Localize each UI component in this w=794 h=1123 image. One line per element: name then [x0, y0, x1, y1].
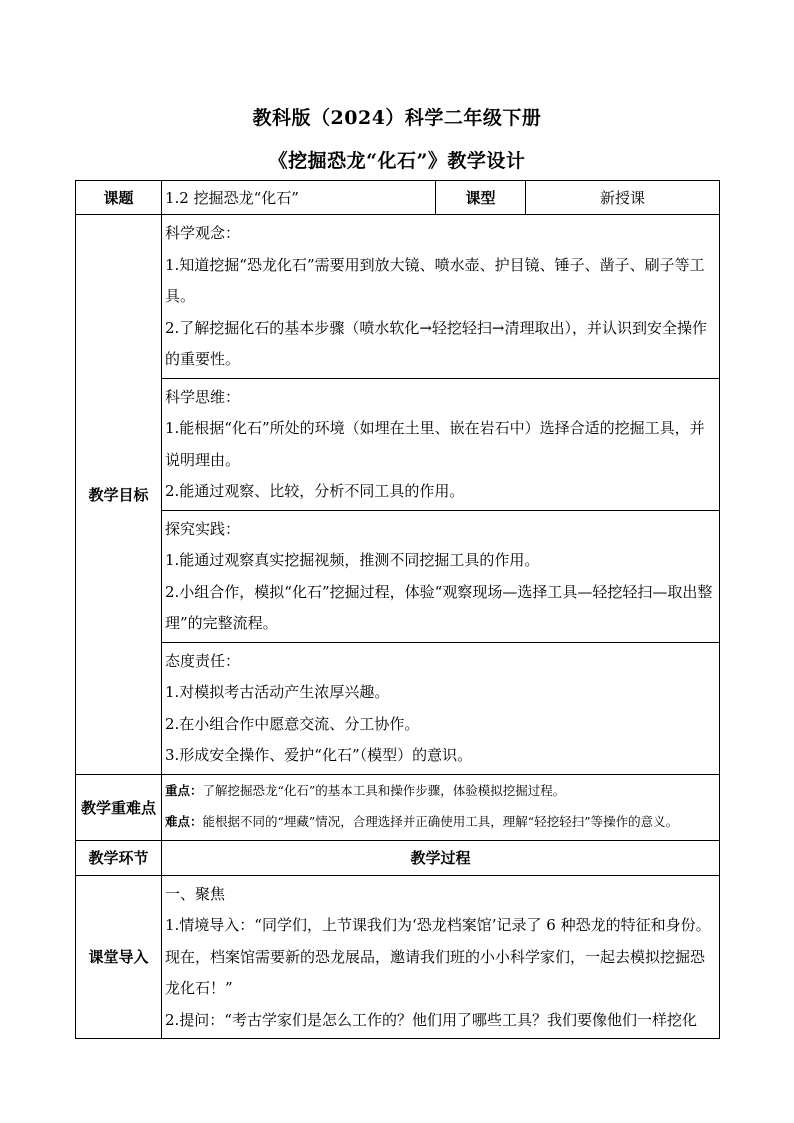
objective-row-concepts [76, 215, 720, 379]
topic-row [76, 181, 720, 215]
focus-text: 了解挖掘恐龙“化石”的基本工具和操作步骤，体验模拟挖掘过程。 [202, 782, 566, 798]
objective-item: 3.形成安全操作、爱护“化石”（模型）的意识。 [165, 746, 473, 764]
intro-content [162, 875, 720, 1039]
objective-item: 1.能根据“化石”所处的环境（如埋在土里、嵌在岩石中）选择合适的挖掘工具，并说明理由。 [165, 419, 705, 469]
focus-prefix: 重点： [165, 782, 203, 798]
type-label: 课型 [436, 181, 526, 215]
document-title-line1: 教科版（2024）科学二年级下册 [252, 107, 542, 129]
type-value: 新授课 [526, 181, 720, 215]
objective-item: 1.知道挖掘“恐龙化石”需要用到放大镜、喷水壶、护目镜、锤子、凿子、刷子等工具。 [165, 255, 705, 305]
stage-label: 教学环节 [76, 840, 162, 875]
objective-item: 2.小组合作，模拟“化石”挖掘过程，体验“观察现场—选择工具—轻挖轻扫—取出整理”的完整流程。 [165, 582, 713, 632]
objective-section [162, 642, 720, 774]
objective-item: 2.在小组合作中愿意交流、分工协作。 [165, 714, 420, 733]
key-points-label: 教学重难点 [76, 774, 162, 840]
objective-row-thinking [76, 378, 720, 510]
section-heading: 态度责任： [165, 651, 241, 670]
key-points-row [76, 774, 720, 840]
intro-row [76, 875, 720, 1039]
objective-section [162, 378, 720, 510]
intro-label: 课堂导入 [76, 875, 162, 1039]
process-label: 教学过程 [162, 840, 720, 875]
objective-row-practice [76, 510, 720, 642]
intro-line: 一、聚焦 [165, 884, 226, 903]
intro-line: 1.情境导入：“同学们，上节课我们为‘恐龙档案馆’记录了 6 种恐龙的特征和身份。现在，档案馆需要新的恐龙展品，邀请我们班的小小科学家们，一起去模拟挖掘恐龙化石！” [165, 916, 711, 997]
key-points-content [162, 774, 720, 840]
section-heading: 探究实践： [165, 519, 241, 538]
difficulty-point [165, 806, 717, 837]
section-heading: 科学观念： [165, 224, 241, 242]
objective-item: 2.了解挖掘化石的基本步骤（喷水软化→轻挖轻扫→清理取出），并认识到安全操作的重要性。 [165, 318, 707, 368]
objective-item: 2.能通过观察、比较，分析不同工具的作用。 [165, 482, 465, 500]
difficulty-text: 能根据不同的“埋藏”情况，合理选择并正确使用工具，理解“轻挖轻扫”等操作的意义。 [202, 813, 679, 829]
objectives-label: 教学目标 [76, 215, 162, 775]
difficulty-prefix: 难点： [165, 813, 203, 829]
lesson-plan-table [75, 180, 720, 1039]
document-title-line2: 《挖掘恐龙“化石”》教学设计 [268, 150, 526, 172]
section-heading: 科学思维： [165, 387, 241, 406]
process-header-row [76, 840, 720, 875]
topic-label: 课题 [76, 181, 162, 215]
objective-item: 1.能通过观察真实挖掘视频，推测不同挖掘工具的作用。 [165, 551, 540, 569]
objective-section [162, 510, 720, 642]
objective-section [162, 215, 720, 379]
focus-point [165, 775, 717, 806]
objective-row-attitude [76, 642, 720, 774]
intro-line: 2.提问：“考古学家们是怎么工作的？他们用了哪些工具？我们要像他们一样挖化 [165, 1010, 697, 1029]
topic-value: 1.2 挖掘恐龙“化石” [162, 181, 436, 215]
objective-item: 1.对模拟考古活动产生浓厚兴趣。 [165, 683, 390, 701]
